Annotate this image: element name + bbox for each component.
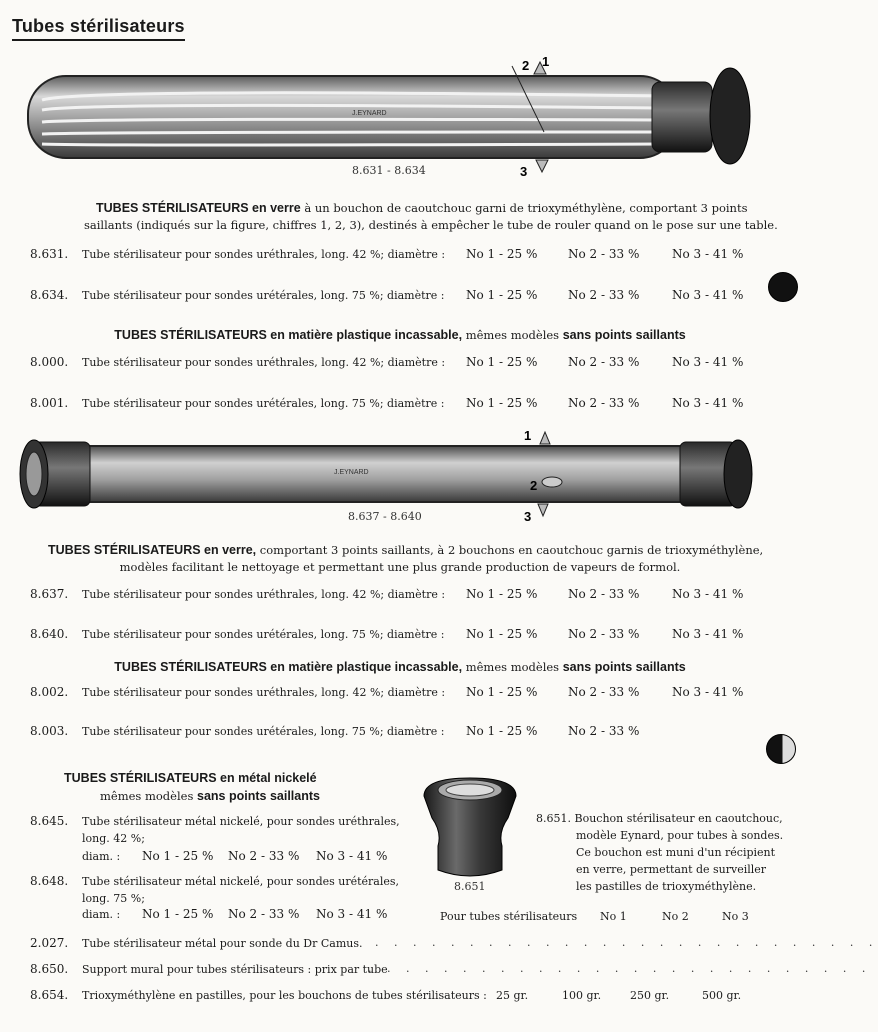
- tube-illustration-1: [22, 52, 762, 182]
- brand-stamp: J.EYNARD: [352, 110, 387, 117]
- punch-hole: [768, 272, 798, 302]
- footer-row: 2.027. Tube stérilisateur métal pour sonde du Dr Camus. . . . . . . . . . . . . . . . . . . . . . . . . . . .: [30, 936, 878, 950]
- section-4-heading: TUBES STÉRILISATEURS en matière plastique incassable, mêmes modèles sans points saillants: [114, 660, 686, 674]
- figure-label-2: 8.637 - 8.640: [348, 510, 422, 523]
- section-1-heading: TUBES STÉRILISATEURS en verre: [96, 201, 301, 215]
- footer-row: 8.654. Trioxyméthylène en pastilles, pour les bouchons de tubes stérilisateurs : 25 gr. 100 gr. 250 gr. 500 gr.: [30, 988, 742, 1002]
- section-5-subheading: mêmes modèles sans points saillants: [100, 789, 320, 803]
- dot-leader: . . . . . . . . . . . . . . . . . . . . . . . . . . .: [375, 936, 878, 949]
- section-2-heading: TUBES STÉRILISATEURS en matière plastique incassable, mêmes modèles sans points saillants: [114, 328, 686, 342]
- table-row: 8.634. Tube stérilisateur pour sondes urétérales, long. 75 %; diamètre : No 1 - 25 % No 2 - 33 % No 3 - 41 %: [30, 288, 744, 302]
- section-3-heading: TUBES STÉRILISATEURS en verre,: [48, 543, 257, 557]
- tube-illustration-2: [16, 424, 760, 522]
- bouchon-description: 8.651. Bouchon stérilisateur en caoutchouc, modèle Eynard, pour tubes à sondes. Ce bouchon est muni d'un récipient en verre, permettant de surveiller les pastilles de trioxyméthylène.: [536, 812, 784, 893]
- footer-row: 8.650. Support mural pour tubes stérilisateurs : prix par tube . . . . . . . . . . . . . . . . . . . . . . . . . . .: [30, 962, 872, 976]
- marker-1: 1: [524, 428, 532, 443]
- marker-1: 1: [542, 54, 550, 69]
- list-item: 8.648. Tube stérilisateur métal nickelé, pour sondes urétérales, long. 75 %; diam. : No 1 - 25 % No 2 - 33 % No 3 - 41 %: [30, 874, 400, 921]
- bouchon-sizes-row: Pour tubes stérilisateurs No 1 No 2 No 3: [440, 910, 749, 923]
- figure-label-3: 8.651: [454, 880, 486, 893]
- list-item: 8.645. Tube stérilisateur métal nickelé, pour sondes uréthrales, long. 42 %; diam. : No 1 - 25 % No 2 - 33 % No 3 - 41 %: [30, 814, 400, 863]
- brand-stamp: J.EYNARD: [334, 469, 369, 476]
- stopper-illustration: [418, 774, 522, 882]
- section-3-line2: modèles facilitant le nettoyage et permettant une plus grande production de vapeurs de formol.: [119, 560, 681, 574]
- punch-hole: [766, 734, 796, 764]
- marker-2: 2: [522, 58, 530, 73]
- table-row: 8.637. Tube stérilisateur pour sondes uréthrales, long. 42 %; diamètre : No 1 - 25 % No 2 - 33 % No 3 - 41 %: [30, 587, 744, 601]
- marker-3: 3: [524, 509, 532, 524]
- dot-leader: . . . . . . . . . . . . . . . . . . . . . . . . . . .: [368, 962, 872, 975]
- table-row: 8.001. Tube stérilisateur pour sondes urétérales, long. 75 %; diamètre : No 1 - 25 % No 2 - 33 % No 3 - 41 %: [30, 396, 744, 410]
- section-3-description: TUBES STÉRILISATEURS en verre, comportant 3 points saillants, à 2 bouchons en caoutchouc garnis de trioxyméthylène,: [48, 543, 764, 557]
- section-1-line2: saillants (indiqués sur la figure, chiffres 1, 2, 3), destinés à empêcher le tube de rouler quand on le pose sur une table.: [84, 218, 778, 232]
- page-title: Tubes stérilisateurs: [12, 16, 185, 41]
- marker-3: 3: [520, 164, 528, 179]
- table-row: 8.002. Tube stérilisateur pour sondes uréthrales, long. 42 %; diamètre : No 1 - 25 % No 2 - 33 % No 3 - 41 %: [30, 685, 744, 699]
- table-row: 8.640. Tube stérilisateur pour sondes urétérales, long. 75 %; diamètre : No 1 - 25 % No 2 - 33 % No 3 - 41 %: [30, 627, 744, 641]
- marker-2: 2: [530, 478, 538, 493]
- section-1-description: TUBES STÉRILISATEURS en verre à un bouchon de caoutchouc garni de trioxyméthylène, comportant 3 points: [96, 201, 748, 215]
- figure-label-1: 8.631 - 8.634: [352, 164, 426, 177]
- table-row: 8.000. Tube stérilisateur pour sondes uréthrales, long. 42 %; diamètre : No 1 - 25 % No 2 - 33 % No 3 - 41 %: [30, 355, 744, 369]
- section-5-heading: TUBES STÉRILISATEURS en métal nickelé: [64, 771, 317, 785]
- table-row: 8.631. Tube stérilisateur pour sondes uréthrales, long. 42 %; diamètre : No 1 - 25 % No 2 - 33 % No 3 - 41 %: [30, 247, 744, 261]
- table-row: 8.003. Tube stérilisateur pour sondes urétérales, long. 75 %; diamètre : No 1 - 25 % No 2 - 33 %: [30, 724, 640, 738]
